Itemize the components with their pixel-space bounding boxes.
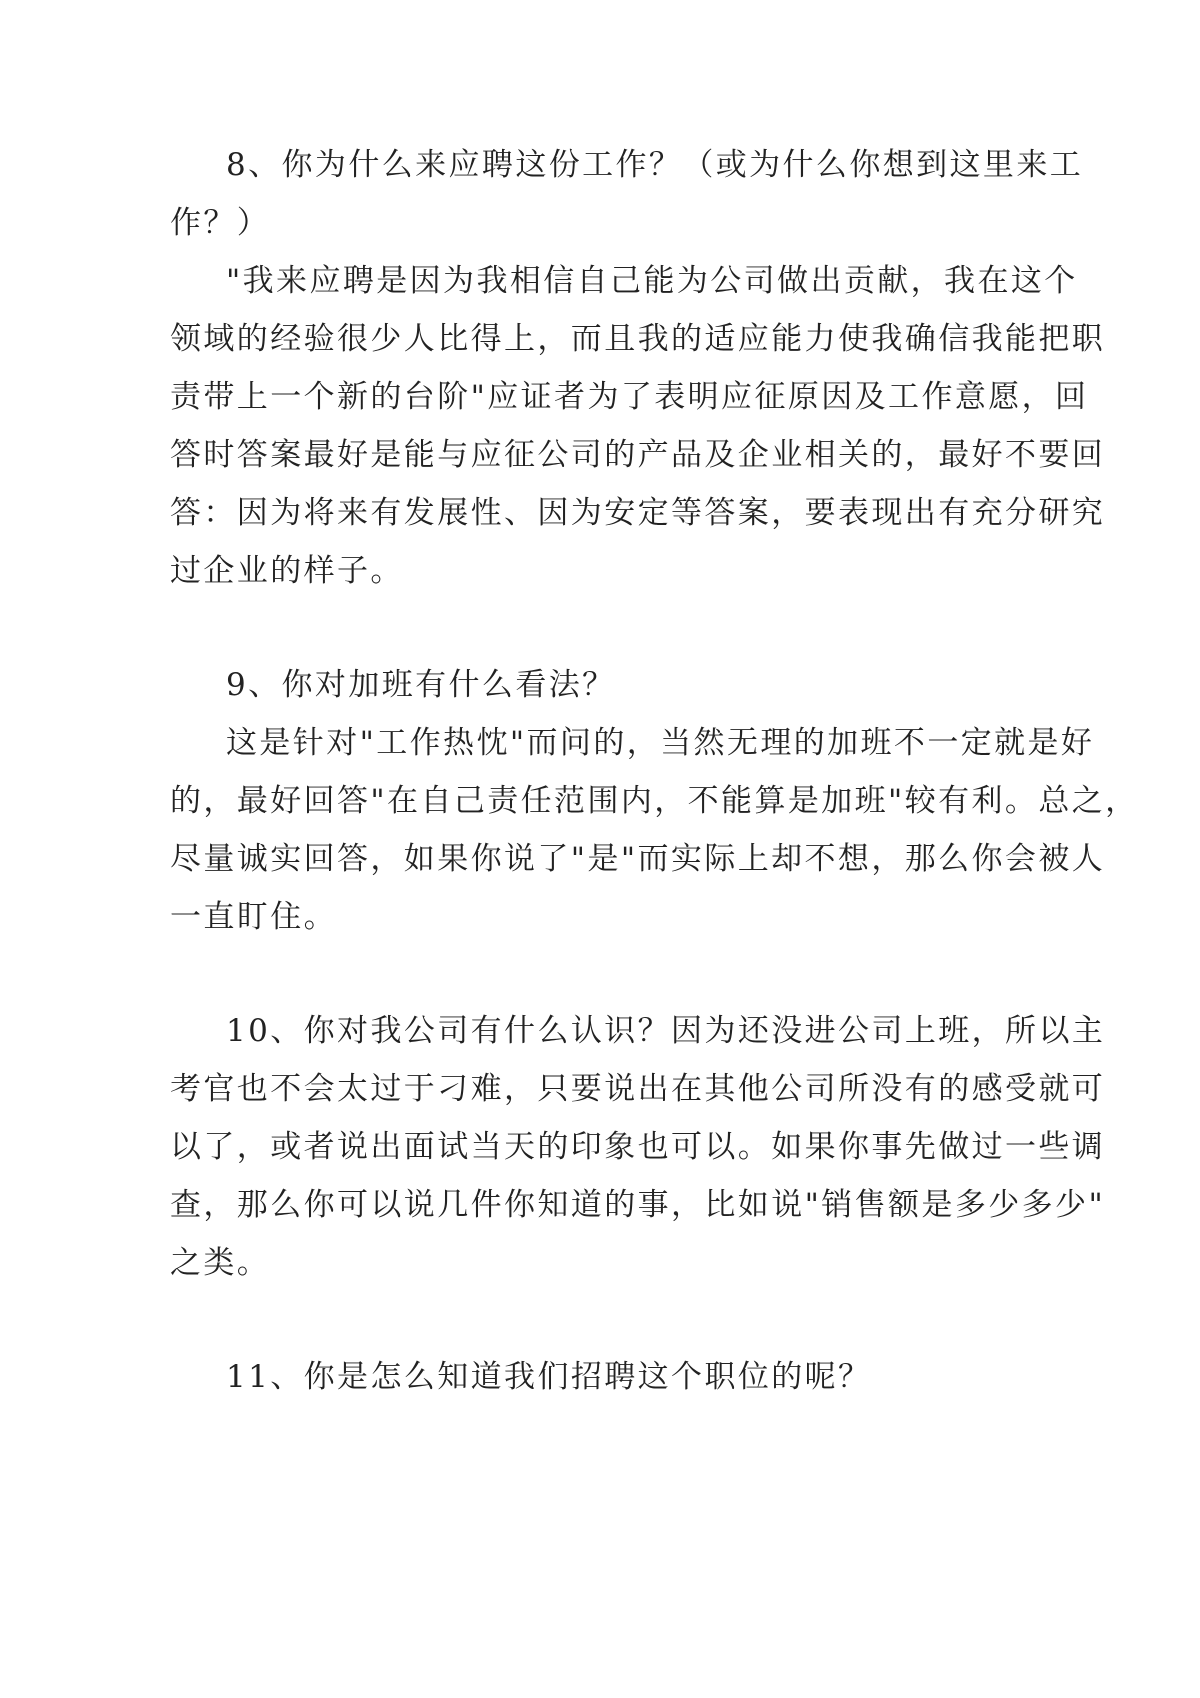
answer-8-line-5: 答：因为将来有发展性、因为安定等答案，要表现出有充分研究	[170, 495, 1106, 531]
section-10-line-5: 之类。	[170, 1245, 271, 1281]
answer-8-line-1: "我来应聘是因为我相信自己能为公司做出贡献，我在这个	[226, 263, 1078, 299]
section-10-line-2: 考官也不会太过于刁难，只要说出在其他公司所没有的感受就可	[170, 1071, 1106, 1107]
section-10-line-3: 以了，或者说出面试当天的印象也可以。如果你事先做过一些调	[170, 1129, 1106, 1165]
answer-8-line-3: 责带上一个新的台阶"应证者为了表明应征原因及工作意愿，回	[170, 379, 1089, 415]
section-10-line-1: 10、你对我公司有什么认识？因为还没进公司上班，所以主	[226, 1013, 1106, 1049]
question-9-line-1: 9、你对加班有什么看法？	[226, 667, 616, 703]
question-8-line-1: 8、你为什么来应聘这份工作？（或为什么你想到这里来工	[226, 147, 1084, 183]
answer-9-line-2: 的，最好回答"在自己责任范围内，不能算是加班"较有利。总之，	[170, 783, 1139, 819]
answer-9-line-3: 尽量诚实回答，如果你说了"是"而实际上却不想，那么你会被人	[170, 841, 1106, 877]
answer-8-line-6: 过企业的样子。	[170, 553, 404, 589]
answer-8-line-2: 领域的经验很少人比得上，而且我的适应能力使我确信我能把职	[170, 321, 1106, 357]
answer-9-line-4: 一直盯住。	[170, 899, 337, 935]
answer-8-line-4: 答时答案最好是能与应征公司的产品及企业相关的，最好不要回	[170, 437, 1106, 473]
section-10-line-4: 查，那么你可以说几件你知道的事，比如说"销售额是多少多少"	[170, 1187, 1106, 1223]
question-11-line-1: 11、你是怎么知道我们招聘这个职位的呢？	[226, 1359, 872, 1395]
answer-9-line-1: 这是针对"工作热忱"而问的，当然无理的加班不一定就是好	[226, 725, 1095, 761]
question-8-line-2: 作？）	[170, 205, 271, 241]
